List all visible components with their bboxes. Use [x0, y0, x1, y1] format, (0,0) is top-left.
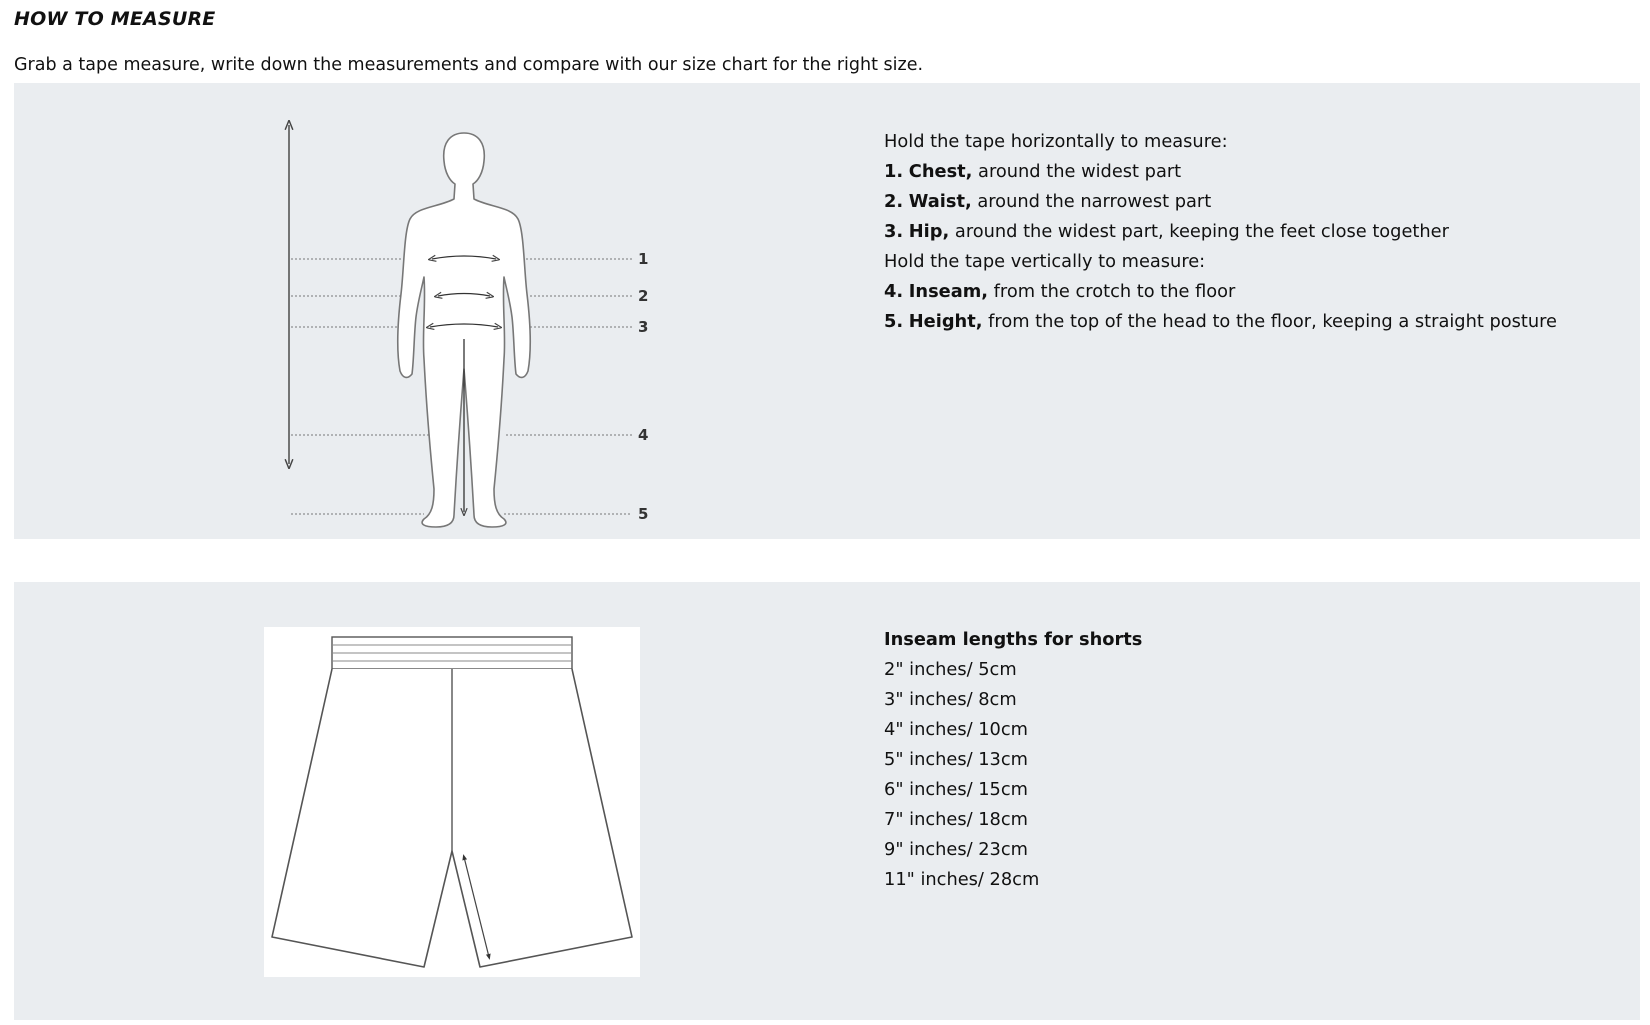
horizontal-heading: Hold the tape horizontally to measure:: [884, 131, 1228, 152]
page-title: HOW TO MEASURE: [14, 8, 216, 30]
body-measurement-illustration: [264, 119, 654, 539]
marker-1: 1: [638, 250, 649, 268]
inseam-length-item: 2" inches/ 5cm: [884, 659, 1017, 680]
inseam-lengths: [884, 625, 1142, 895]
instruction-inseam: 4. Inseam, from the crotch to the floor: [884, 281, 1236, 302]
intro-text: Grab a tape measure, write down the measurements and compare with our size chart for the right size.: [14, 55, 924, 75]
inseam-length-item: 9" inches/ 23cm: [884, 839, 1028, 860]
inseam-length-item: 6" inches/ 15cm: [884, 779, 1028, 800]
marker-4: 4: [638, 426, 649, 444]
shorts-inseam-panel: [14, 582, 1640, 1020]
inseam-length-item: 11" inches/ 28cm: [884, 869, 1040, 890]
inseam-heading: Inseam lengths for shorts: [884, 629, 1143, 650]
marker-3: 3: [638, 318, 649, 336]
shorts-illustration: [264, 627, 640, 977]
instruction-height: 5. Height, from the top of the head to the floor, keeping a straight posture: [884, 311, 1557, 332]
marker-5: 5: [638, 505, 649, 523]
instruction-hip: 3. Hip, around the widest part, keeping the feet close together: [884, 221, 1449, 242]
body-measure-panel: [14, 83, 1640, 539]
marker-2: 2: [638, 287, 649, 305]
inseam-length-item: 5" inches/ 13cm: [884, 749, 1028, 770]
instruction-waist: 2. Waist, around the narrowest part: [884, 191, 1212, 212]
inseam-length-item: 3" inches/ 8cm: [884, 689, 1017, 710]
inseam-length-item: 4" inches/ 10cm: [884, 719, 1028, 740]
inseam-length-item: 7" inches/ 18cm: [884, 809, 1028, 830]
instruction-chest: 1. Chest, around the widest part: [884, 161, 1182, 182]
measure-instructions: [884, 127, 1557, 337]
vertical-heading: Hold the tape vertically to measure:: [884, 251, 1206, 272]
